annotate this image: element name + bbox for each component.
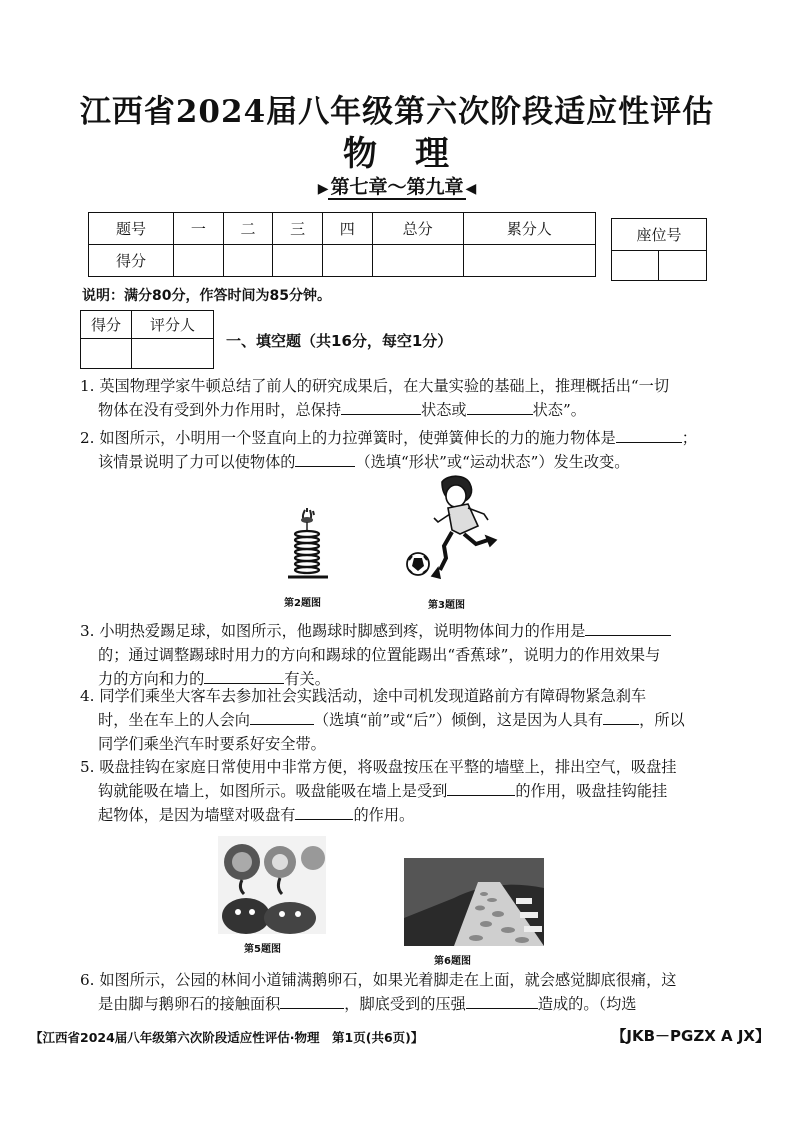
answer-blank[interactable]	[250, 709, 314, 725]
page-footer	[30, 1028, 770, 1046]
answer-blank[interactable]	[585, 620, 671, 636]
seat-cell[interactable]	[612, 251, 659, 281]
fig5-caption: 第5题图	[244, 944, 281, 955]
q1-text: 状态”。	[532, 401, 586, 419]
q5-text: 的作用。	[353, 806, 415, 824]
q3-line-b: 的；通过调整踢球时用力的方向和踢球的位置能踢出“香蕉球”，说明力的作用效果与	[98, 646, 661, 664]
q5-text: 钩就能吸在墙上，如图所示。吸盘能吸在墙上是受到	[98, 782, 448, 800]
q1-text: 物体在没有受到外力作用时，总保持	[98, 401, 341, 419]
answer-blank[interactable]	[467, 399, 533, 415]
q1-line-a: 1. 英国物理学家牛顿总结了前人的研究成果后，在大量实验的基础上，推理概括出“一切	[80, 377, 670, 395]
question-6	[80, 968, 720, 1016]
grader-score-cell[interactable]	[81, 339, 132, 369]
grader-table	[80, 310, 214, 369]
q2-text: 该情景说明了力可以使物体的	[98, 453, 296, 471]
exam-note: 说明：满分80分，作答时间为85分钟。	[82, 288, 331, 304]
question-1	[80, 374, 720, 422]
q5-text: 的作用，吸盘挂钩能挂	[515, 782, 668, 800]
score-header: 四	[322, 213, 372, 245]
answer-blank[interactable]	[603, 709, 639, 725]
subject-title: 物 理	[343, 134, 451, 174]
q6-line-a: 6. 如图所示，公园的林间小道铺满鹅卵石，如果光着脚走在上面，就会感觉脚底很痛，这	[80, 971, 677, 989]
right-triangle-icon: ▶	[317, 181, 329, 197]
q4-line-a: 4. 同学们乘坐大客车去参加社会实践活动，途中司机发现道路前方有障碍物紧急刹车	[80, 687, 647, 705]
spring-figure	[284, 508, 334, 582]
score-header: 一	[174, 213, 224, 245]
question-4	[80, 684, 720, 756]
answer-blank[interactable]	[295, 451, 355, 467]
q4-text: ，所以	[639, 711, 685, 729]
q3-text: 有关。	[284, 670, 330, 688]
q3-text: 力的方向和力的	[98, 670, 205, 688]
answer-blank[interactable]	[616, 427, 682, 443]
chapter-text: 第七章～第九章	[330, 176, 464, 198]
q1-text: 状态或	[421, 401, 467, 419]
question-2	[80, 426, 720, 474]
q5-line-a: 5. 吸盘挂钩在家庭日常使用中非常方便，将吸盘按压在平整的墙壁上，排出空气，吸盘挂	[80, 758, 677, 776]
section-title: 一、填空题（共16分，每空1分）	[226, 332, 453, 350]
question-5	[80, 755, 720, 827]
q3-text: 3. 小明热爱踢足球，如图所示，他踢球时脚感到疼，说明物体间力的作用是	[80, 622, 586, 640]
q4-text: （选填“前”或“后”）倾倒，这是因为人具有	[313, 711, 604, 729]
grader-name-cell[interactable]	[132, 339, 214, 369]
answer-blank[interactable]	[447, 780, 515, 796]
score-cell[interactable]	[223, 245, 273, 277]
q6-text: 造成的。（均选	[537, 995, 637, 1013]
q6-text: ，脚底受到的压强	[344, 995, 466, 1013]
q2-text: 2. 如图所示，小明用一个竖直向上的力拉弹簧时，使弹簧伸长的力的施力物体是	[80, 429, 616, 447]
seat-cell[interactable]	[659, 251, 707, 281]
grader-name-label: 评分人	[132, 311, 214, 339]
answer-blank[interactable]	[466, 993, 538, 1009]
answer-blank[interactable]	[204, 668, 284, 684]
score-header: 累分人	[463, 213, 595, 245]
q6-text: 是由脚与鹅卵石的接触面积	[98, 995, 281, 1013]
pebble-path-photo	[404, 858, 544, 946]
answer-blank[interactable]	[280, 993, 344, 1009]
q5-text: 起物体，是因为墙壁对吸盘有	[98, 806, 296, 824]
q2-text: （选填“形状”或“运动状态”）发生改变。	[355, 453, 630, 471]
fig2-caption: 第2题图	[284, 598, 321, 609]
score-header: 三	[273, 213, 323, 245]
score-header: 总分	[372, 213, 463, 245]
fig3-caption: 第3题图	[428, 600, 465, 611]
score-cell[interactable]	[322, 245, 372, 277]
score-cell[interactable]	[463, 245, 595, 277]
fig6-caption: 第6题图	[434, 956, 471, 967]
score-cell[interactable]	[273, 245, 323, 277]
grader-score-label: 得分	[81, 311, 132, 339]
q4-text: 时，坐在车上的人会向	[98, 711, 250, 729]
score-table	[88, 212, 596, 277]
answer-blank[interactable]	[341, 399, 421, 415]
score-cell[interactable]	[174, 245, 224, 277]
score-header: 二	[223, 213, 273, 245]
seat-label: 座位号	[612, 219, 707, 251]
footer-code: 【JKB－PGZX A JX】	[611, 1027, 770, 1045]
suction-hook-photo	[218, 836, 326, 934]
answer-blank[interactable]	[295, 804, 353, 820]
score-cell[interactable]	[372, 245, 463, 277]
chapter-range	[0, 172, 794, 199]
question-3	[80, 619, 720, 691]
exam-title: 江西省2024届八年级第六次阶段适应性评估	[79, 94, 715, 130]
footer-text: 【江西省2024届八年级第六次阶段适应性评估·物理 第1页(共6页)】	[30, 1030, 424, 1045]
soccer-figure	[402, 474, 502, 586]
score-header: 题号	[89, 213, 174, 245]
q2-text: ；	[681, 429, 697, 447]
left-triangle-icon: ◀	[465, 181, 477, 197]
q4-line-c: 同学们乘坐汽车时要系好安全带。	[98, 735, 326, 753]
seat-table	[611, 218, 707, 281]
score-row-label: 得分	[89, 245, 174, 277]
